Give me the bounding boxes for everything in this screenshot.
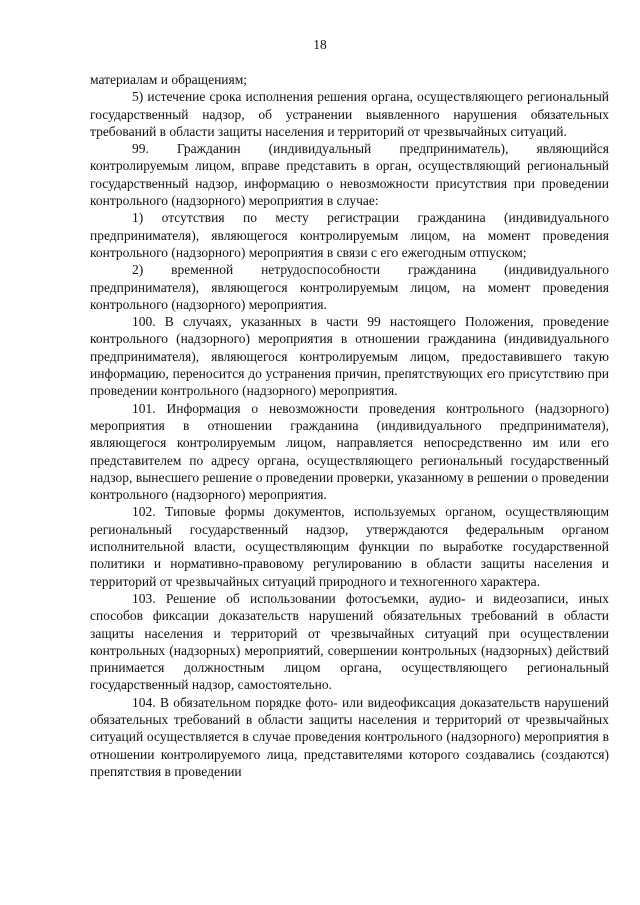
paragraph-continuation: материалам и обращениям; xyxy=(90,72,248,87)
paragraph-99-item-2: 2) временной нетрудоспособности гражданина (индивидуального предпринимателя), являющегося контролируемым лицом, на момент проведения контрольного (надзорного) мероприятия. xyxy=(90,262,609,312)
paragraph-100: 100. В случаях, указанных в части 99 настоящего Положения, проведение контрольного (надзорного) мероприятия в отношении гражданина (индивидуального предпринимателя), являющегося контролируемым лицом, предоставившего такую информацию, переносится до устранения причин, препятствующих его присутствию при проведении контрольного (надзорного) мероприятия. xyxy=(90,314,609,399)
paragraph-item-5: 5) истечение срока исполнения решения органа, осуществляющего региональный государственный надзор, об устранении выявленного нарушения обязательных требований в области защиты населения и территорий от чрезвычайных ситуаций. xyxy=(90,89,609,139)
paragraph-101: 101. Информация о невозможности проведения контрольного (надзорного) мероприятия в отношении гражданина (индивидуального предпринимателя), являющегося контролируемым лицом, направляется непосредственно им или его представителем по адресу органа, осуществляющего региональный государственный надзор, вынесшего решение о проведении проверки, указанному в решении о проведении контрольного (надзорного) мероприятия. xyxy=(90,400,609,503)
document-body xyxy=(90,71,609,780)
paragraph-99: 99. Гражданин (индивидуальный предприниматель), являющийся контролируемым лицом, вправе представить в орган, осуществляющий региональный государственный надзор, информацию о невозможности присутствия при проведении контрольного (надзорного) мероприятия в случае: xyxy=(90,141,609,209)
page-number: 18 xyxy=(313,37,327,52)
paragraph-99-item-1: 1) отсутствия по месту регистрации гражданина (индивидуального предпринимателя), являющегося контролируемым лицом, на момент проведения контрольного (надзорного) мероприятия в связи с его ежегодным отпуском; xyxy=(90,210,609,260)
paragraph-103: 103. Решение об использовании фотосъемки, аудио- и видеозаписи, иных способов фиксации доказательств нарушений обязательных требований в области защиты населения и территорий от чрезвычайных ситуаций при осуществлении контрольных (надзорных) мероприятий, совершении контрольных (надзорных) действий принимается должностным лицом органа, осуществляющего региональный государственный надзор, самостоятельно. xyxy=(90,590,609,693)
paragraph-104: 104. В обязательном порядке фото- или видеофиксация доказательств нарушений обязательных требований в области защиты населения и территорий от чрезвычайных ситуаций осуществляется в случае проведения контрольного (надзорного) мероприятия в отношении контролируемого лица, представителями которого создавались (создаются) препятствия в проведении xyxy=(90,694,609,779)
paragraph-102: 102. Типовые формы документов, используемых органом, осуществляющим региональный государственный надзор, утверждаются федеральным органом исполнительной власти, осуществляющим функции по выработке государственной политики и нормативно-правовому регулированию в области защиты населения и территорий от чрезвычайных ситуаций природного и техногенного характера. xyxy=(90,504,609,589)
